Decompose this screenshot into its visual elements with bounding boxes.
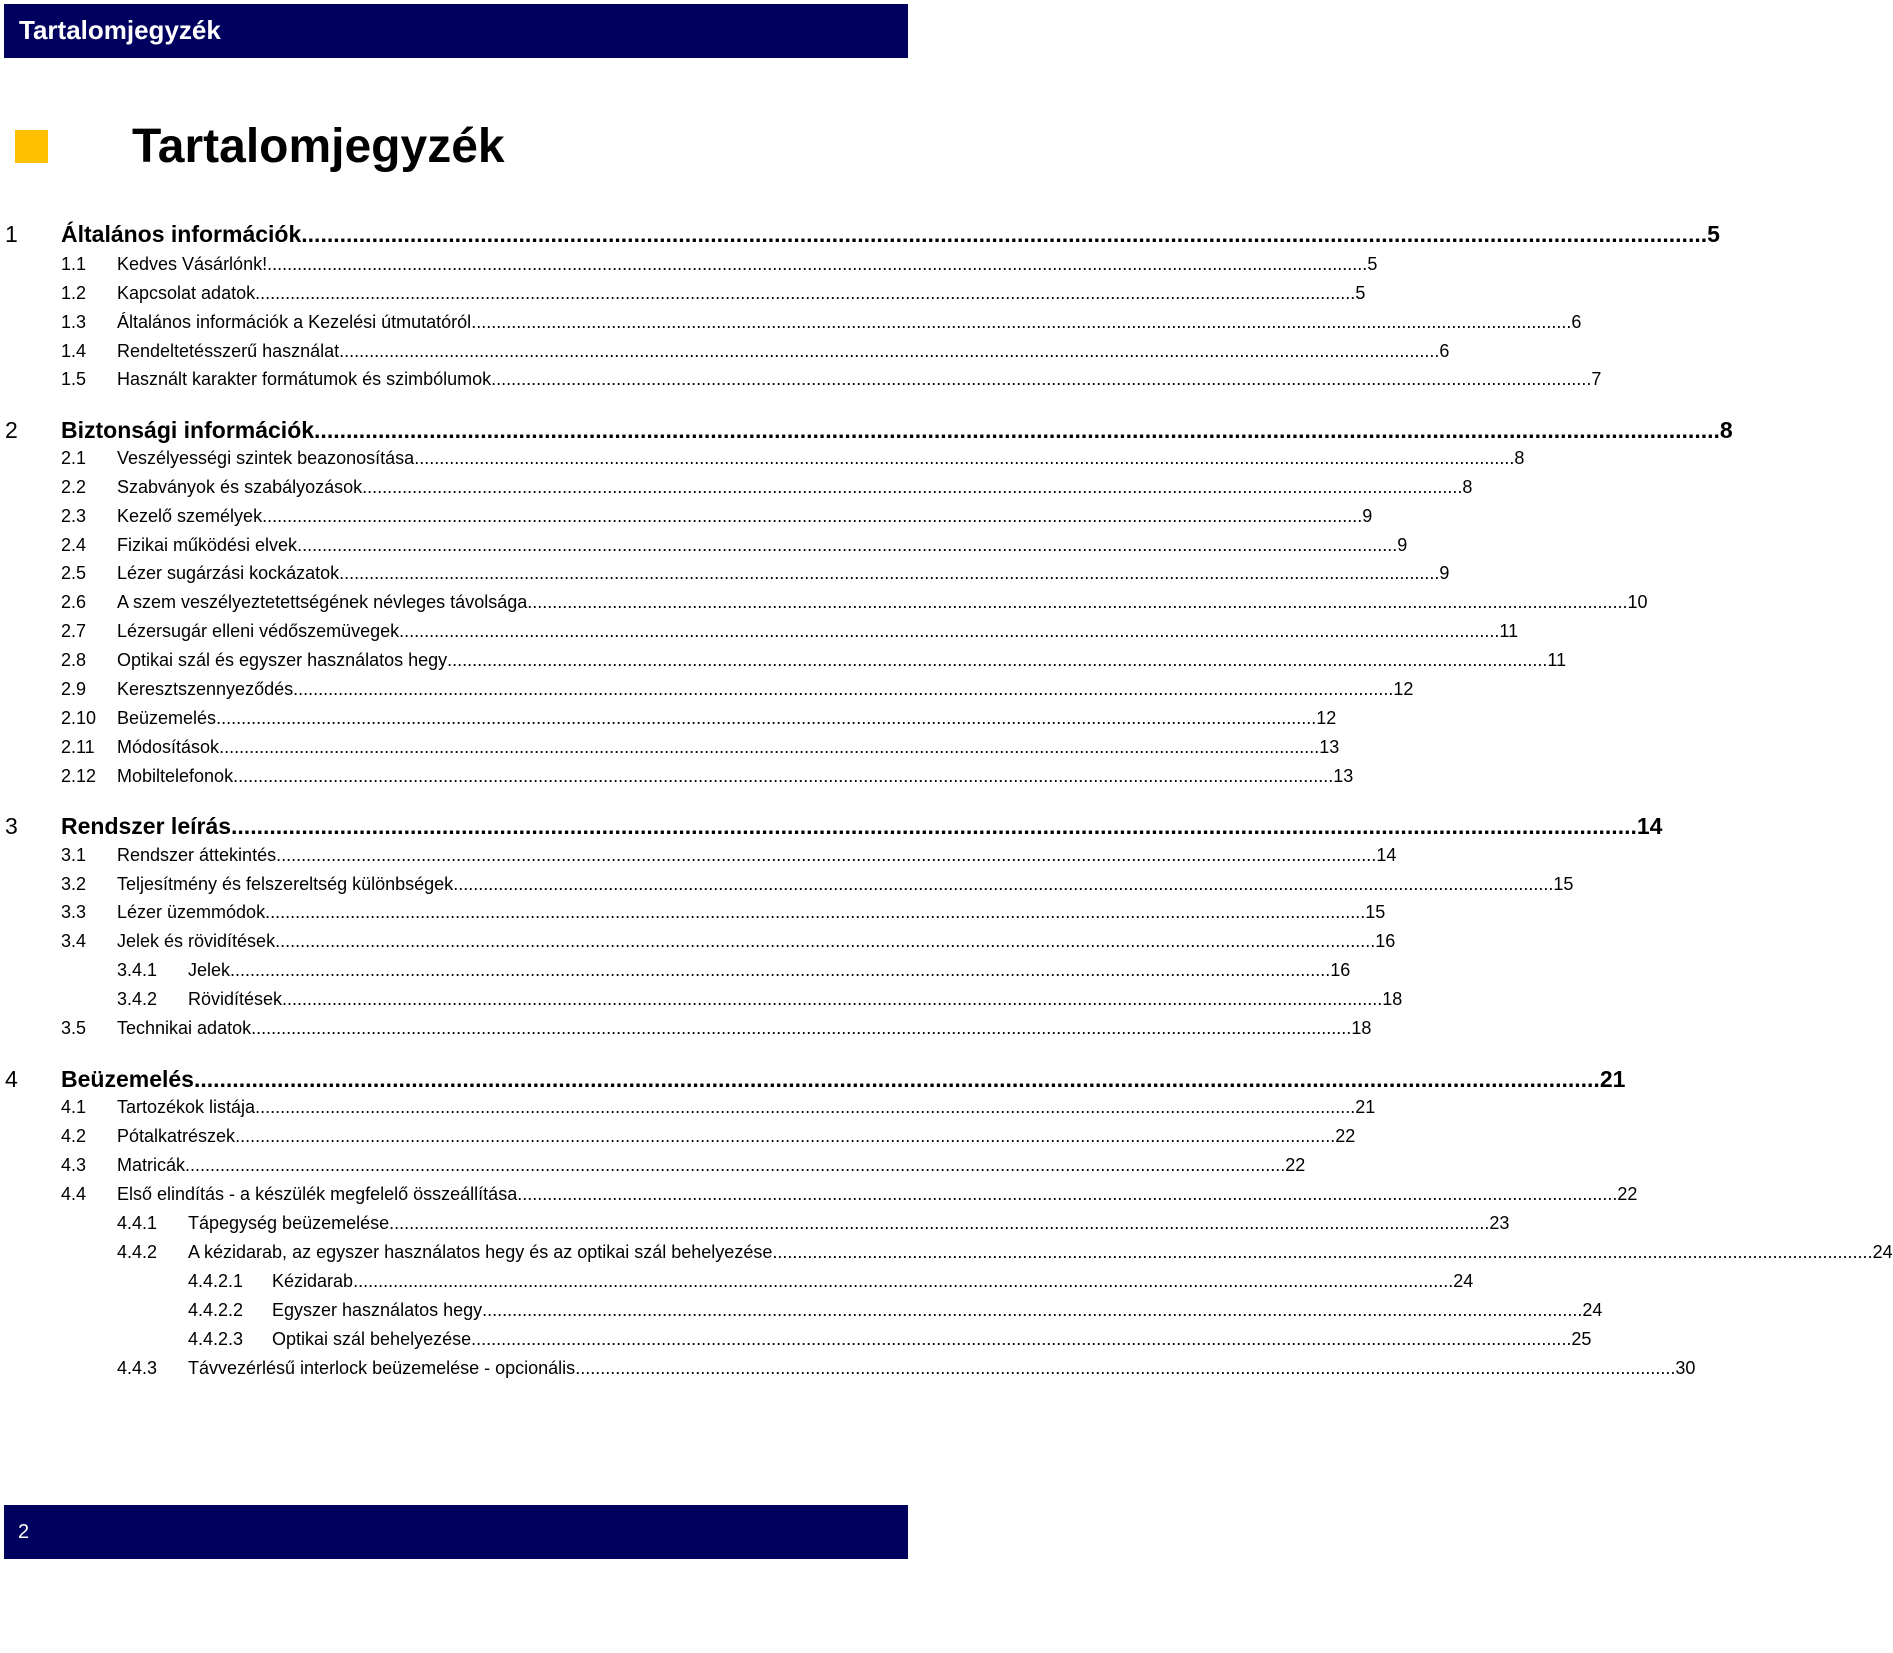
dot-leader: ............................................................................................................................................................................................................................ [276, 845, 1377, 865]
toc-entry-page: 8 [1719, 417, 1733, 443]
toc-entry[interactable] [0, 677, 1414, 703]
toc-entry[interactable] [0, 1065, 1626, 1095]
toc-entry-page: 11 [1499, 621, 1519, 641]
dot-leader: ............................................................................................................................................................................................................................ [193, 1066, 1600, 1092]
toc-entry-title: Lézer sugárzási kockázatok [117, 563, 340, 583]
toc-entry[interactable] [0, 367, 1602, 393]
toc-entry[interactable] [0, 648, 1567, 674]
toc-entry-number: 2.4 [61, 535, 87, 555]
toc-entry-title: Kezelő személyek [117, 506, 263, 526]
toc-entry-number: 4.4.2.3 [188, 1329, 244, 1349]
toc-entry-number: 2.11 [61, 737, 95, 757]
toc-entry-page: 15 [1365, 902, 1386, 922]
dot-leader: ............................................................................................................................................................................................................................ [275, 931, 1376, 951]
page-title: Tartalomjegyzék [132, 120, 505, 173]
toc-entry-title: Teljesítmény és felszereltség különbségek [117, 874, 454, 894]
toc-entry-page: 14 [1636, 813, 1663, 839]
toc-entry-page: 11 [1547, 650, 1567, 670]
toc-entry-title: Fizikai működési elvek [117, 535, 298, 555]
toc-entry-number: 4.4.2.2 [188, 1300, 244, 1320]
dot-leader: ............................................................................................................................................................................................................................ [255, 283, 1356, 303]
dot-leader: ............................................................................................................................................................................................................................ [230, 960, 1331, 980]
toc-entry-number: 3.3 [61, 902, 87, 922]
toc-entry-number: 4.4.3 [117, 1358, 158, 1378]
toc-entry[interactable] [0, 1182, 1638, 1208]
toc-entry-number: 1.2 [61, 283, 87, 303]
toc-entry-title: Beüzemelés [61, 1066, 194, 1092]
toc-entry-number: 2.3 [61, 506, 87, 526]
toc-entry[interactable] [0, 561, 1450, 587]
toc-entry-number: 1.3 [61, 312, 87, 332]
toc-entry[interactable] [0, 1356, 1696, 1382]
toc-entry[interactable] [0, 1240, 1893, 1266]
toc-entry-page: 24 [1872, 1242, 1893, 1262]
toc-entry-page: 18 [1351, 1018, 1372, 1038]
toc-entry-title: Biztonsági információk [61, 417, 315, 443]
dot-leader: ............................................................................................................................................................................................................................ [293, 679, 1394, 699]
toc-entry-page: 7 [1591, 369, 1602, 389]
toc-entry-title: Rendszer leírás [61, 813, 232, 839]
toc-entry[interactable] [0, 446, 1525, 472]
toc-entry-title: Mobiltelefonok [117, 766, 234, 786]
dot-leader: ............................................................................................................................................................................................................................ [216, 708, 1317, 728]
toc-entry[interactable] [0, 1211, 1510, 1237]
dot-leader: ............................................................................................................................................................................................................................ [491, 369, 1592, 389]
dot-leader: ............................................................................................................................................................................................................................ [267, 254, 1368, 274]
toc-entry[interactable] [0, 1153, 1306, 1179]
toc-entry-title: Szabványok és szabályozások [117, 477, 363, 497]
dot-leader: ............................................................................................................................................................................................................................ [185, 1155, 1286, 1175]
toc-entry-title: Jelek [188, 960, 231, 980]
toc-entry-title: Optikai szál behelyezése [272, 1329, 472, 1349]
toc-entry[interactable] [0, 220, 1720, 250]
toc-entry-number: 3.2 [61, 874, 87, 894]
toc-entry-title: Beüzemelés [117, 708, 217, 728]
toc-entry-page: 22 [1285, 1155, 1306, 1175]
toc-entry[interactable] [0, 619, 1519, 645]
toc-entry-page: 10 [1627, 592, 1648, 612]
toc-entry-page: 5 [1707, 221, 1720, 247]
toc-entry-number: 1.4 [61, 341, 87, 361]
toc-entry-title: Rövidítések [188, 989, 283, 1009]
dot-leader: ............................................................................................................................................................................................................................ [251, 1018, 1352, 1038]
dot-leader: ............................................................................................................................................................................................................................ [447, 650, 1548, 670]
toc-entry-page: 9 [1362, 506, 1373, 526]
dot-leader: ............................................................................................................................................................................................................................ [233, 766, 1334, 786]
toc-entry-title: Lézersugár elleni védőszemüvegek [117, 621, 400, 641]
toc-entry-title: Optikai szál és egyszer használatos hegy [117, 650, 448, 670]
toc-entry-number: 4.4.2 [117, 1242, 158, 1262]
toc-entry-page: 8 [1514, 448, 1525, 468]
dot-leader: ............................................................................................................................................................................................................................ [265, 902, 1366, 922]
toc-entry-title: A szem veszélyeztetettségének névleges távolsága [117, 592, 528, 612]
dot-leader: ............................................................................................................................................................................................................................ [399, 621, 1500, 641]
toc-entry[interactable] [0, 475, 1473, 501]
toc-entry[interactable] [0, 706, 1337, 732]
toc-entry-number: 2.6 [61, 592, 87, 612]
toc-entry-title: A kézidarab, az egyszer használatos hegy és az optikai szál behelyezése [188, 1242, 773, 1262]
toc-entry-number: 1.1 [61, 254, 87, 274]
toc-entry-title: Módosítások [117, 737, 220, 757]
toc-entry-page: 12 [1393, 679, 1414, 699]
toc-entry-number: 1.5 [61, 369, 87, 389]
toc-entry-number: 3.5 [61, 1018, 87, 1038]
toc-entry[interactable] [0, 1095, 1376, 1121]
toc-entry-title: Lézer üzemmódok [117, 902, 266, 922]
toc-entry-title: Jelek és rövidítések [117, 931, 276, 951]
toc-entry-page: 13 [1333, 766, 1354, 786]
toc-entry-number: 3.4.1 [117, 960, 158, 980]
toc-entry-page: 9 [1397, 535, 1408, 555]
toc-entry-title: Tartozékok listája [117, 1097, 256, 1117]
toc-entry-number: 4.4.1 [117, 1213, 158, 1233]
toc-entry-title: Technikai adatok [117, 1018, 252, 1038]
toc-entry-title: Általános információk [61, 221, 302, 247]
dot-leader: ............................................................................................................................................................................................................................ [235, 1126, 1336, 1146]
toc-entry-title: Matricák [117, 1155, 186, 1175]
toc-entry-number: 2.7 [61, 621, 87, 641]
toc-entry-page: 22 [1617, 1184, 1638, 1204]
toc-entry-title: Egyszer használatos hegy [272, 1300, 483, 1320]
toc-entry-page: 8 [1462, 477, 1473, 497]
toc-entry-number: 3.1 [61, 845, 87, 865]
dot-leader: ............................................................................................................................................................................................................................ [389, 1213, 1490, 1233]
toc-entry[interactable] [0, 590, 1648, 616]
toc-entry-page: 30 [1675, 1358, 1696, 1378]
toc-entry-number: 3.4.2 [117, 989, 158, 1009]
toc-entry-number: 2.8 [61, 650, 87, 670]
toc-entry-number: 2.1 [61, 448, 87, 468]
toc-entry-number: 2.10 [61, 708, 97, 728]
toc-entry-page: 14 [1376, 845, 1397, 865]
toc-entry-page: 23 [1489, 1213, 1510, 1233]
toc-entry-page: 16 [1375, 931, 1396, 951]
dot-leader: ............................................................................................................................................................................................................................ [255, 1097, 1356, 1117]
toc-entry-title: Használt karakter formátumok és szimbólumok [117, 369, 492, 389]
dot-leader: ............................................................................................................................................................................................................................ [453, 874, 1554, 894]
toc-entry-page: 18 [1382, 989, 1403, 1009]
toc-entry[interactable] [0, 1124, 1356, 1150]
toc-entry-number: 1 [5, 221, 18, 247]
toc-entry-page: 5 [1355, 283, 1366, 303]
toc-entry-number: 4.4 [61, 1184, 87, 1204]
toc-entry[interactable] [0, 1269, 1474, 1295]
toc-entry[interactable] [0, 504, 1373, 530]
toc-entry-page: 15 [1553, 874, 1574, 894]
dot-leader: ............................................................................................................................................................................................................................ [414, 448, 1515, 468]
toc-entry-title: Rendszer áttekintés [117, 845, 277, 865]
dot-leader: ............................................................................................................................................................................................................................ [339, 341, 1440, 361]
dot-leader: ............................................................................................................................................................................................................................ [527, 592, 1628, 612]
toc-entry-number: 2.9 [61, 679, 87, 699]
toc-entry[interactable] [0, 735, 1340, 761]
toc-entry-page: 24 [1453, 1271, 1474, 1291]
dot-leader: ............................................................................................................................................................................................................................ [262, 506, 1363, 526]
toc-entry[interactable] [0, 900, 1386, 926]
dot-leader: ............................................................................................................................................................................................................................ [219, 737, 1320, 757]
dot-leader: ............................................................................................................................................................................................................................ [471, 1329, 1572, 1349]
toc-entry-title: Első elindítás - a készülék megfelelő összeállítása [117, 1184, 518, 1204]
toc-entry-page: 6 [1439, 341, 1450, 361]
toc-entry-title: Kézidarab [272, 1271, 354, 1291]
toc-entry-title: Pótalkatrészek [117, 1126, 236, 1146]
toc-entry-page: 13 [1319, 737, 1340, 757]
dot-leader: ............................................................................................................................................................................................................................ [772, 1242, 1873, 1262]
toc-entry-number: 3.4 [61, 931, 87, 951]
toc-entry-page: 24 [1582, 1300, 1603, 1320]
toc-entry-number: 2.12 [61, 766, 97, 786]
footer-bar [4, 1505, 908, 1559]
toc-entry-number: 4.4.2.1 [188, 1271, 244, 1291]
toc-entry[interactable] [0, 958, 1351, 984]
toc-entry[interactable] [0, 872, 1574, 898]
toc-entry-title: Kedves Vásárlónk! [117, 254, 268, 274]
dot-leader: ............................................................................................................................................................................................................................ [301, 221, 1708, 247]
dot-leader: ............................................................................................................................................................................................................................ [314, 417, 1720, 443]
toc-entry[interactable] [0, 1327, 1592, 1353]
toc-entry-page: 21 [1355, 1097, 1376, 1117]
toc-entry-page: 16 [1330, 960, 1351, 980]
toc-entry-page: 6 [1571, 312, 1582, 332]
toc-entry-number: 2 [5, 417, 18, 443]
toc-entry-number: 3 [5, 813, 18, 839]
toc-entry-number: 4 [5, 1066, 18, 1092]
toc-entry-title: Keresztszennyeződés [117, 679, 294, 699]
toc-entry-number: 4.3 [61, 1155, 87, 1175]
toc-entry[interactable] [0, 416, 1733, 446]
dot-leader: ............................................................................................................................................................................................................................ [471, 312, 1572, 332]
toc-entry-title: Távvezérlésű interlock beüzemelése - opcionális [188, 1358, 576, 1378]
dot-leader: ............................................................................................................................................................................................................................ [575, 1358, 1676, 1378]
toc-entry-title: Általános információk a Kezelési útmutatóról [117, 312, 472, 332]
toc-entry[interactable] [0, 764, 1354, 790]
toc-entry-number: 2.2 [61, 477, 87, 497]
dot-leader: ............................................................................................................................................................................................................................ [339, 563, 1440, 583]
toc-entry[interactable] [0, 533, 1408, 559]
dot-leader: ............................................................................................................................................................................................................................ [482, 1300, 1583, 1320]
toc-entry[interactable] [0, 310, 1582, 336]
dot-leader: ............................................................................................................................................................................................................................ [362, 477, 1463, 497]
toc-entry-title: Veszélyességi szintek beazonosítása [117, 448, 415, 468]
dot-leader: ............................................................................................................................................................................................................................ [231, 813, 1637, 839]
dot-leader: ............................................................................................................................................................................................................................ [282, 989, 1383, 1009]
toc-entry[interactable] [0, 929, 1396, 955]
dot-leader: ............................................................................................................................................................................................................................ [517, 1184, 1618, 1204]
toc-entry-number: 4.2 [61, 1126, 87, 1146]
header-title: Tartalomjegyzék [19, 15, 221, 45]
dot-leader: ............................................................................................................................................................................................................................ [297, 535, 1398, 555]
toc-entry-number: 2.5 [61, 563, 87, 583]
toc-entry-page: 25 [1571, 1329, 1592, 1349]
toc-entry[interactable] [0, 281, 1366, 307]
toc-entry-page: 5 [1367, 254, 1378, 274]
toc-entry-number: 4.1 [61, 1097, 87, 1117]
toc-entry-page: 12 [1316, 708, 1337, 728]
toc-entry-page: 21 [1599, 1066, 1626, 1092]
toc-entry[interactable] [0, 987, 1403, 1013]
toc-entry-page: 22 [1335, 1126, 1356, 1146]
dot-leader: ............................................................................................................................................................................................................................ [353, 1271, 1454, 1291]
toc-entry-title: Kapcsolat adatok [117, 283, 256, 303]
toc-entry-page: 9 [1439, 563, 1450, 583]
toc-entry[interactable] [0, 812, 1663, 842]
toc-entry[interactable] [0, 339, 1450, 365]
toc-entry[interactable] [0, 1298, 1603, 1324]
toc-entry-title: Rendeltetésszerű használat [117, 341, 340, 361]
toc-entry[interactable] [0, 252, 1378, 278]
toc-entry[interactable] [0, 1016, 1372, 1042]
toc-entry[interactable] [0, 843, 1397, 869]
page-number: 2 [18, 1521, 30, 1543]
toc-entry-title: Tápegység beüzemelése [188, 1213, 390, 1233]
